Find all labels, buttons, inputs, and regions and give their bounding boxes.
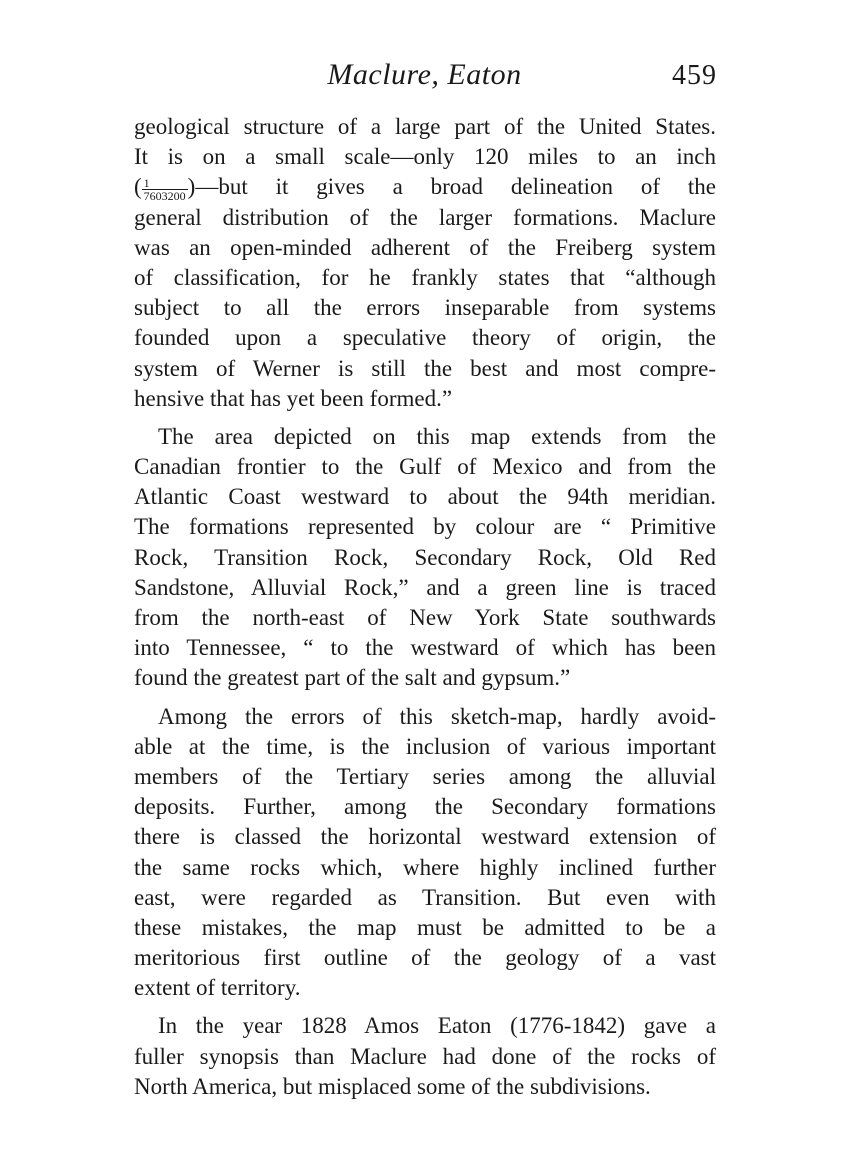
text-line: It is on a small scale—only 120 miles to an inch bbox=[134, 144, 716, 170]
text-line: Sandstone, Alluvial Rock,” and a green line is traced bbox=[134, 574, 716, 600]
text-line: The area depicted on this map extends from the bbox=[158, 423, 716, 449]
text-line: system of Werner is still the best and most compre- bbox=[134, 355, 716, 381]
text-line: founded upon a speculative theory of origin, the bbox=[134, 325, 716, 351]
text-line: Among the errors of this sketch-map, hardly avoid- bbox=[158, 703, 716, 729]
body-text bbox=[134, 112, 716, 1102]
text-line: into Tennessee, “ to the westward of which has been bbox=[134, 635, 716, 661]
text-line: meritorious first outline of the geology of a vast bbox=[134, 945, 716, 971]
text-line: deposits. Further, among the Secondary formations bbox=[134, 794, 716, 820]
text-line: the same rocks which, where highly inclined further bbox=[134, 854, 716, 880]
paragraph bbox=[134, 422, 716, 694]
text-line: there is classed the horizontal westward extension of bbox=[134, 824, 716, 850]
text-line: hensive that has yet been formed.” bbox=[134, 385, 453, 411]
text-line: In the year 1828 Amos Eaton (1776-1842) gave a bbox=[158, 1013, 716, 1039]
text-line: members of the Tertiary series among the alluvial bbox=[134, 763, 716, 789]
text-line: geological structure of a large part of the United States. bbox=[134, 114, 716, 139]
scale-fraction: $\frac{1}{7603200}$ bbox=[143, 175, 186, 203]
text-line: Canadian frontier to the Gulf of Mexico and from the bbox=[134, 454, 716, 480]
text-line: North America, but misplaced some of the subdivisions. bbox=[134, 1073, 651, 1099]
text-line: extent of territory. bbox=[134, 975, 301, 1001]
text-line: found the greatest part of the salt and gypsum.” bbox=[134, 665, 571, 691]
paragraph bbox=[134, 112, 716, 414]
text-line: subject to all the errors inseparable from systems bbox=[134, 295, 716, 321]
paragraph bbox=[134, 702, 716, 1004]
text-line: east, were regarded as Transition. But even with bbox=[134, 884, 716, 910]
text-line: ( $\frac{1}{7603200}$ )—but it gives a broad delineation of the bbox=[134, 174, 716, 203]
text-line: was an open-minded adherent of the Freiberg system bbox=[134, 234, 716, 260]
running-head bbox=[132, 58, 717, 102]
running-title: Maclure, Eaton bbox=[327, 58, 522, 91]
text-line: Rock, Transition Rock, Secondary Rock, Old Red bbox=[134, 544, 716, 570]
text-line: Atlantic Coast westward to about the 94th meridian. bbox=[134, 484, 716, 510]
paragraph-gap bbox=[134, 414, 716, 422]
text-line: of classification, for he frankly states that “although bbox=[134, 264, 716, 290]
text-line: from the north-east of New York State southwards bbox=[134, 605, 716, 630]
paragraph bbox=[134, 1011, 716, 1102]
paragraph-gap bbox=[134, 694, 716, 702]
paragraph-gap bbox=[134, 1003, 716, 1011]
text-line: these mistakes, the map must be admitted to be a bbox=[134, 914, 716, 940]
text-line: able at the time, is the inclusion of various important bbox=[134, 733, 716, 759]
page-number: 459 bbox=[672, 60, 717, 91]
text-line: fuller synopsis than Maclure had done of the rocks of bbox=[134, 1043, 716, 1069]
text-line: The formations represented by colour are “ Primitive bbox=[134, 514, 716, 540]
text-line: general distribution of the larger formations. Maclure bbox=[134, 204, 716, 230]
